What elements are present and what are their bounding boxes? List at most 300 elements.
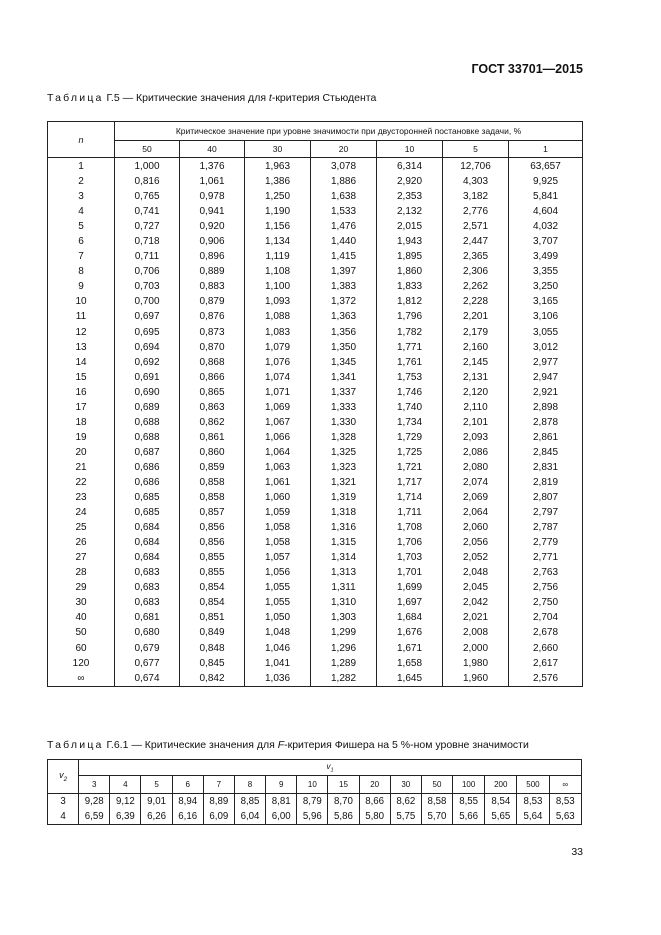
critical-value-cell: 0,686 [115, 475, 180, 490]
f-value-cell: 5,66 [453, 809, 485, 825]
critical-value-cell: 0,876 [180, 309, 245, 324]
v1-subscript: 1 [330, 767, 334, 774]
critical-value-cell: 0,862 [180, 415, 245, 430]
critical-value-cell: 2,576 [509, 671, 583, 687]
critical-value-cell: 2,052 [443, 550, 509, 565]
critical-value-cell: 4,604 [509, 204, 583, 219]
table-row [48, 580, 583, 595]
n-cell: 4 [48, 204, 115, 219]
critical-value-cell: 1,064 [245, 445, 311, 460]
critical-value-cell: 6,314 [377, 158, 443, 175]
critical-value-cell: 0,858 [180, 490, 245, 505]
n-cell: 20 [48, 445, 115, 460]
f-value-cell: 5,75 [390, 809, 421, 825]
critical-value-cell: 0,978 [180, 189, 245, 204]
n-cell: 24 [48, 505, 115, 520]
critical-value-cell: 2,042 [443, 595, 509, 610]
critical-value-cell: 0,674 [115, 671, 180, 687]
critical-value-cell: 0,870 [180, 340, 245, 355]
critical-value-cell: 0,883 [180, 279, 245, 294]
critical-value-cell: 0,677 [115, 656, 180, 671]
table-row [48, 370, 583, 385]
critical-value-cell: 0,683 [115, 595, 180, 610]
critical-value-cell: 1,701 [377, 565, 443, 580]
critical-value-cell: 0,906 [180, 234, 245, 249]
critical-value-cell: 2,571 [443, 219, 509, 234]
critical-value-cell: 0,692 [115, 355, 180, 370]
critical-value-cell: 0,727 [115, 219, 180, 234]
caption-text: Г.5 — Критические значения для [103, 92, 269, 104]
critical-value-cell: 1,310 [311, 595, 377, 610]
v1-column-header: 200 [485, 776, 517, 794]
table-row [48, 610, 583, 625]
critical-value-cell: 1,963 [245, 158, 311, 175]
n-cell: 26 [48, 535, 115, 550]
critical-value-cell: 1,250 [245, 189, 311, 204]
critical-value-cell: 0,681 [115, 610, 180, 625]
v1-column-header: 100 [453, 776, 485, 794]
critical-value-cell: 1,960 [443, 671, 509, 687]
critical-value-cell: 0,765 [115, 189, 180, 204]
standard-code: ГОСТ 33701—2015 [471, 62, 583, 76]
critical-value-cell: 1,311 [311, 580, 377, 595]
critical-value-cell: 2,145 [443, 355, 509, 370]
critical-value-cell: 1,313 [311, 565, 377, 580]
critical-value-cell: 2,353 [377, 189, 443, 204]
n-cell: 16 [48, 385, 115, 400]
caption-tail: -критерия Фишера на 5 %-ном уровне значимости [284, 739, 529, 751]
f-value-cell: 8,85 [234, 794, 265, 810]
f-value-cell: 8,53 [517, 794, 549, 810]
page-number: 33 [571, 846, 583, 858]
table-row [48, 565, 583, 580]
v1-column-header: 20 [359, 776, 390, 794]
critical-value-cell: 9,925 [509, 174, 583, 189]
n-cell: 2 [48, 174, 115, 189]
v1-symbol: v [326, 761, 331, 771]
critical-value-cell: 1,325 [311, 445, 377, 460]
critical-value-cell: 63,657 [509, 158, 583, 175]
critical-value-cell: 1,714 [377, 490, 443, 505]
critical-value-cell: 0,690 [115, 385, 180, 400]
student-t-table [47, 121, 583, 687]
f-value-cell: 8,89 [203, 794, 234, 810]
critical-value-cell: 2,160 [443, 340, 509, 355]
critical-value-cell: 2,179 [443, 325, 509, 340]
n-cell: 28 [48, 565, 115, 580]
f-value-cell: 5,70 [421, 809, 452, 825]
critical-value-cell: 0,859 [180, 460, 245, 475]
table-row [48, 234, 583, 249]
n-cell: 120 [48, 656, 115, 671]
critical-value-cell: 0,856 [180, 535, 245, 550]
critical-value-cell: 2,021 [443, 610, 509, 625]
critical-value-cell: 1,156 [245, 219, 311, 234]
critical-value-cell: 1,069 [245, 400, 311, 415]
table-row [48, 809, 582, 825]
f-value-cell: 6,26 [141, 809, 172, 825]
v1-column-header: 8 [234, 776, 265, 794]
critical-value-cell: 1,296 [311, 641, 377, 656]
critical-value-cell: 1,299 [311, 625, 377, 640]
f-value-cell: 5,96 [297, 809, 328, 825]
v2-subscript: 2 [63, 775, 68, 783]
n-cell: 14 [48, 355, 115, 370]
v1-column-header: 3 [79, 776, 110, 794]
critical-value-cell: 1,376 [180, 158, 245, 175]
critical-value-cell: 1,063 [245, 460, 311, 475]
table-row [48, 595, 583, 610]
n-column-header: n [48, 122, 115, 158]
critical-value-cell: 1,350 [311, 340, 377, 355]
critical-value-cell: 1,761 [377, 355, 443, 370]
critical-value-cell: 1,886 [311, 174, 377, 189]
critical-value-cell: 0,685 [115, 490, 180, 505]
critical-value-cell: 0,889 [180, 264, 245, 279]
critical-value-cell: 1,638 [311, 189, 377, 204]
critical-value-cell: 1,046 [245, 641, 311, 656]
critical-value-cell: 0,703 [115, 279, 180, 294]
critical-value-cell: 2,756 [509, 580, 583, 595]
n-cell: 9 [48, 279, 115, 294]
critical-value-cell: 1,711 [377, 505, 443, 520]
f-value-cell: 6,59 [79, 809, 110, 825]
v2-cell: 3 [48, 794, 79, 810]
f-value-cell: 5,65 [485, 809, 517, 825]
critical-value-cell: 1,734 [377, 415, 443, 430]
critical-value-cell: 1,740 [377, 400, 443, 415]
critical-value-cell: 2,306 [443, 264, 509, 279]
table-row [48, 189, 583, 204]
critical-value-cell: 1,330 [311, 415, 377, 430]
table-row [48, 505, 583, 520]
v1-column-header: ∞ [549, 776, 581, 794]
critical-value-cell: 12,706 [443, 158, 509, 175]
critical-value-cell: 4,303 [443, 174, 509, 189]
critical-value-cell: 1,980 [443, 656, 509, 671]
critical-value-cell: 1,684 [377, 610, 443, 625]
table-row [48, 475, 583, 490]
f-value-cell: 9,28 [79, 794, 110, 810]
table-row [48, 355, 583, 370]
caption-variable: F [277, 739, 285, 751]
n-cell: 30 [48, 595, 115, 610]
table-row [48, 535, 583, 550]
critical-value-cell: 1,699 [377, 580, 443, 595]
significance-level-header: 50 [115, 141, 180, 158]
table-row [48, 415, 583, 430]
critical-value-cell: 1,066 [245, 430, 311, 445]
critical-value-cell: 1,323 [311, 460, 377, 475]
critical-value-cell: 3,182 [443, 189, 509, 204]
n-cell: 11 [48, 309, 115, 324]
n-cell: 22 [48, 475, 115, 490]
critical-value-cell: 2,447 [443, 234, 509, 249]
critical-value-cell: 1,036 [245, 671, 311, 687]
critical-value-cell: 1,071 [245, 385, 311, 400]
critical-value-cell: 0,861 [180, 430, 245, 445]
critical-value-cell: 0,684 [115, 520, 180, 535]
critical-value-cell: 2,947 [509, 370, 583, 385]
table-row [48, 309, 583, 324]
caption-label: Таблица [47, 92, 104, 104]
critical-value-cell: 0,694 [115, 340, 180, 355]
v1-column-header: 10 [297, 776, 328, 794]
critical-value-cell: 2,878 [509, 415, 583, 430]
table-row [48, 279, 583, 294]
table-row [48, 520, 583, 535]
table-row [48, 625, 583, 640]
caption-label: Таблица [47, 739, 104, 751]
critical-value-cell: 1,050 [245, 610, 311, 625]
critical-value-cell: 2,064 [443, 505, 509, 520]
critical-value-cell: 0,855 [180, 550, 245, 565]
critical-value-cell: 1,476 [311, 219, 377, 234]
critical-value-cell: 2,660 [509, 641, 583, 656]
critical-value-cell: 2,069 [443, 490, 509, 505]
critical-value-cell: 1,943 [377, 234, 443, 249]
critical-value-cell: 0,857 [180, 505, 245, 520]
critical-value-cell: 1,134 [245, 234, 311, 249]
critical-value-cell: 2,704 [509, 610, 583, 625]
critical-value-cell: 1,083 [245, 325, 311, 340]
caption-text: Г.6.1 — Критические значения для [103, 739, 278, 751]
significance-level-header: 30 [245, 141, 311, 158]
critical-value-cell: 3,165 [509, 294, 583, 309]
critical-value-cell: 2,617 [509, 656, 583, 671]
critical-value-cell: 1,067 [245, 415, 311, 430]
table-row [48, 219, 583, 234]
n-cell: ∞ [48, 671, 115, 687]
critical-value-cell: 1,337 [311, 385, 377, 400]
table-row [48, 174, 583, 189]
v1-column-header: 500 [517, 776, 549, 794]
n-cell: 60 [48, 641, 115, 656]
critical-value-cell: 1,119 [245, 249, 311, 264]
critical-value-cell: 2,101 [443, 415, 509, 430]
critical-value-cell: 2,920 [377, 174, 443, 189]
f-value-cell: 8,58 [421, 794, 452, 810]
critical-value-cell: 0,941 [180, 204, 245, 219]
critical-value-cell: 1,753 [377, 370, 443, 385]
critical-value-cell: 3,012 [509, 340, 583, 355]
critical-value-cell: 1,055 [245, 580, 311, 595]
f-value-cell: 6,04 [234, 809, 265, 825]
critical-value-cell: 2,008 [443, 625, 509, 640]
significance-level-header: 5 [443, 141, 509, 158]
critical-value-cell: 0,873 [180, 325, 245, 340]
critical-value-cell: 1,333 [311, 400, 377, 415]
f-value-cell: 8,70 [328, 794, 359, 810]
f-value-cell: 8,54 [485, 794, 517, 810]
critical-value-cell: 1,074 [245, 370, 311, 385]
critical-value-cell: 1,048 [245, 625, 311, 640]
critical-value-cell: 0,816 [115, 174, 180, 189]
critical-value-cell: 3,707 [509, 234, 583, 249]
table-row [48, 490, 583, 505]
critical-value-cell: 1,108 [245, 264, 311, 279]
f-value-cell: 8,81 [266, 794, 297, 810]
critical-value-cell: 0,845 [180, 656, 245, 671]
critical-value-cell: 1,076 [245, 355, 311, 370]
critical-value-cell: 1,717 [377, 475, 443, 490]
significance-level-header: 1 [509, 141, 583, 158]
critical-value-cell: 2,228 [443, 294, 509, 309]
n-cell: 25 [48, 520, 115, 535]
critical-value-cell: 1,645 [377, 671, 443, 687]
critical-value-cell: 0,679 [115, 641, 180, 656]
critical-value-cell: 1,345 [311, 355, 377, 370]
critical-value-cell: 1,319 [311, 490, 377, 505]
critical-value-cell: 1,321 [311, 475, 377, 490]
f-value-cell: 8,94 [172, 794, 203, 810]
critical-value-cell: 0,866 [180, 370, 245, 385]
critical-value-cell: 1,314 [311, 550, 377, 565]
critical-value-cell: 1,000 [115, 158, 180, 175]
f-value-cell: 6,09 [203, 809, 234, 825]
critical-value-cell: 1,386 [245, 174, 311, 189]
critical-value-cell: 2,787 [509, 520, 583, 535]
critical-value-cell: 2,779 [509, 535, 583, 550]
f-value-cell: 5,80 [359, 809, 390, 825]
v2-cell: 4 [48, 809, 79, 825]
v1-column-header: 6 [172, 776, 203, 794]
significance-level-header: 20 [311, 141, 377, 158]
critical-value-cell: 1,061 [245, 475, 311, 490]
critical-value-cell: 2,771 [509, 550, 583, 565]
critical-value-cell: 3,078 [311, 158, 377, 175]
n-cell: 5 [48, 219, 115, 234]
critical-value-cell: 1,796 [377, 309, 443, 324]
critical-value-cell: 2,080 [443, 460, 509, 475]
critical-value-cell: 1,721 [377, 460, 443, 475]
critical-value-cell: 2,819 [509, 475, 583, 490]
critical-value-cell: 1,833 [377, 279, 443, 294]
f-value-cell: 9,12 [110, 794, 141, 810]
v2-header [48, 760, 79, 794]
critical-value-cell: 1,383 [311, 279, 377, 294]
v1-column-header: 5 [141, 776, 172, 794]
n-cell: 3 [48, 189, 115, 204]
f-value-cell: 6,39 [110, 809, 141, 825]
critical-value-cell: 1,055 [245, 595, 311, 610]
fisher-f-table [47, 759, 582, 825]
n-cell: 10 [48, 294, 115, 309]
critical-value-cell: 0,860 [180, 445, 245, 460]
table-row [48, 204, 583, 219]
critical-value-cell: 1,860 [377, 264, 443, 279]
critical-value-cell: 0,697 [115, 309, 180, 324]
critical-value-cell: 1,658 [377, 656, 443, 671]
critical-value-cell: 2,750 [509, 595, 583, 610]
critical-value-cell: 1,315 [311, 535, 377, 550]
critical-value-cell: 1,676 [377, 625, 443, 640]
critical-value-cell: 2,131 [443, 370, 509, 385]
n-cell: 29 [48, 580, 115, 595]
critical-value-cell: 0,858 [180, 475, 245, 490]
critical-value-cell: 1,703 [377, 550, 443, 565]
critical-value-cell: 1,058 [245, 535, 311, 550]
n-cell: 7 [48, 249, 115, 264]
table-row [48, 249, 583, 264]
table-header [48, 122, 583, 158]
critical-value-cell: 1,533 [311, 204, 377, 219]
n-cell: 15 [48, 370, 115, 385]
critical-value-cell: 0,685 [115, 505, 180, 520]
critical-value-cell: 2,898 [509, 400, 583, 415]
critical-value-cell: 0,684 [115, 550, 180, 565]
critical-value-cell: 1,415 [311, 249, 377, 264]
critical-value-cell: 0,683 [115, 580, 180, 595]
critical-value-cell: 2,000 [443, 641, 509, 656]
n-cell: 40 [48, 610, 115, 625]
critical-value-cell: 1,057 [245, 550, 311, 565]
critical-value-cell: 2,045 [443, 580, 509, 595]
critical-value-cell: 1,397 [311, 264, 377, 279]
significance-level-header: 40 [180, 141, 245, 158]
critical-value-cell: 1,041 [245, 656, 311, 671]
critical-value-cell: 1,725 [377, 445, 443, 460]
critical-value-cell: 0,855 [180, 565, 245, 580]
n-cell: 21 [48, 460, 115, 475]
critical-value-cell: 0,849 [180, 625, 245, 640]
critical-value-cell: 2,074 [443, 475, 509, 490]
critical-value-cell: 0,706 [115, 264, 180, 279]
critical-value-cell: 1,100 [245, 279, 311, 294]
critical-value-cell: 1,282 [311, 671, 377, 687]
critical-value-cell: 0,848 [180, 641, 245, 656]
n-cell: 1 [48, 158, 115, 175]
f-value-cell: 8,79 [297, 794, 328, 810]
table-row [48, 430, 583, 445]
critical-value-cell: 3,106 [509, 309, 583, 324]
critical-value-cell: 1,318 [311, 505, 377, 520]
f-value-cell: 6,00 [266, 809, 297, 825]
table-row [48, 264, 583, 279]
critical-value-cell: 0,700 [115, 294, 180, 309]
table-row [48, 445, 583, 460]
critical-value-cell: 1,372 [311, 294, 377, 309]
critical-value-cell: 2,678 [509, 625, 583, 640]
critical-value-cell: 1,895 [377, 249, 443, 264]
critical-value-cell: 1,746 [377, 385, 443, 400]
v1-column-header: 50 [421, 776, 452, 794]
critical-value-cell: 2,015 [377, 219, 443, 234]
critical-value-cell: 0,689 [115, 400, 180, 415]
critical-value-cell: 1,328 [311, 430, 377, 445]
critical-value-cell: 2,797 [509, 505, 583, 520]
critical-value-cell: 0,683 [115, 565, 180, 580]
critical-value-cell: 2,093 [443, 430, 509, 445]
critical-value-cell: 2,861 [509, 430, 583, 445]
critical-value-cell: 2,201 [443, 309, 509, 324]
critical-value-cell: 1,056 [245, 565, 311, 580]
critical-value-cell: 1,316 [311, 520, 377, 535]
critical-value-cell: 1,812 [377, 294, 443, 309]
critical-value-cell: 0,842 [180, 671, 245, 687]
n-cell: 8 [48, 264, 115, 279]
critical-value-cell: 1,088 [245, 309, 311, 324]
critical-value-cell: 2,977 [509, 355, 583, 370]
critical-value-cell: 0,718 [115, 234, 180, 249]
table-row [48, 340, 583, 355]
critical-value-cell: 0,684 [115, 535, 180, 550]
f-value-cell: 8,55 [453, 794, 485, 810]
critical-value-cell: 0,868 [180, 355, 245, 370]
table-row [48, 550, 583, 565]
critical-value-cell: 1,061 [180, 174, 245, 189]
n-cell: 23 [48, 490, 115, 505]
